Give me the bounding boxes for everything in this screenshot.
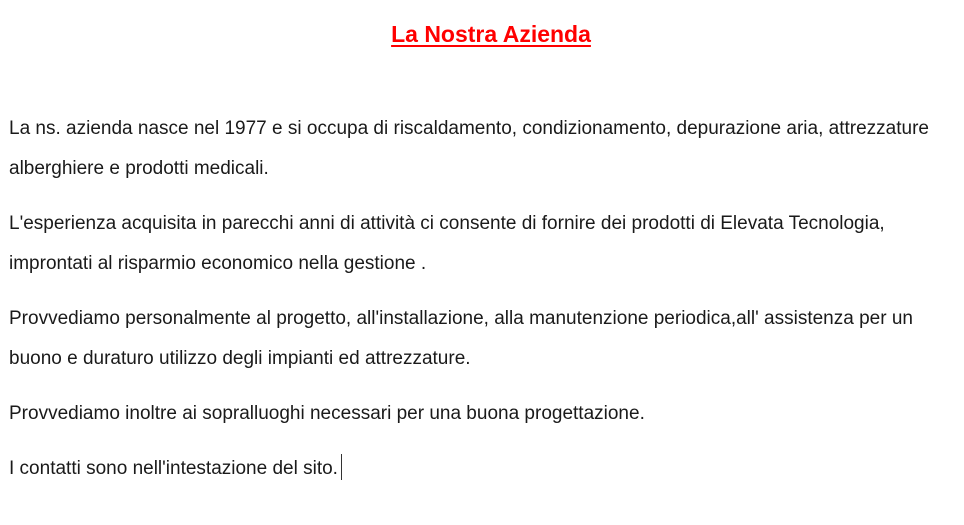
- paragraph-services: [9, 299, 959, 379]
- paragraph-text: Provvediamo personalmente al progetto, all'installazione, alla manutenzione periodica,all' assistenza per un buono e duraturo utilizzo degli impianti ed attrezzature.: [9, 308, 913, 369]
- page-title: La Nostra Azienda: [391, 21, 591, 47]
- paragraph-inspections: [9, 394, 959, 434]
- paragraph-text: L'esperienza acquisita in parecchi anni di attività ci consente di fornire dei prodotti di Elevata Tecnologia, improntati al risparmio economico nella gestione .: [9, 213, 885, 274]
- document-body[interactable]: [9, 109, 959, 489]
- paragraph-text: I contatti sono nell'intestazione del sito.: [9, 458, 338, 479]
- paragraph-contacts: [9, 449, 959, 489]
- paragraph-text: Provvediamo inoltre ai sopralluoghi necessari per una buona progettazione.: [9, 403, 645, 424]
- text-caret-icon: [341, 454, 342, 480]
- paragraph-text: La ns. azienda nasce nel 1977 e si occupa di riscaldamento, condizionamento, depurazione aria, attrezzature alberghiere e prodotti medicali.: [9, 118, 929, 179]
- paragraph-history: [9, 109, 959, 189]
- paragraph-experience: [9, 204, 959, 284]
